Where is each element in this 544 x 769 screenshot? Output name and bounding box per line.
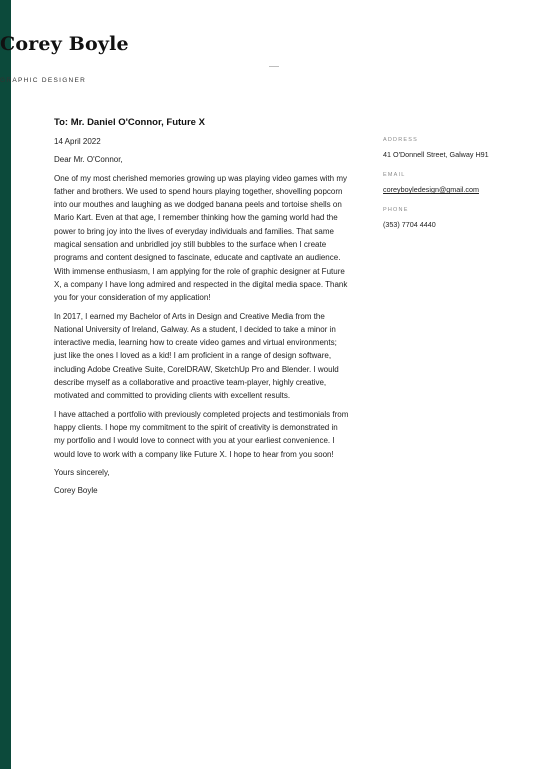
paragraph-3: I have attached a portfolio with previously completed projects and testimonials from happy clients. I hope my commitment to the spirit of creativity is demonstrated in my portfolio and I would love to connect with you at your earliest convenience. I would love to work with a company like Future X. I hope to hear from you soon! — [54, 409, 349, 459]
closing: Yours sincerely, — [54, 467, 110, 477]
cover-letter-body — [54, 116, 350, 502]
salutation: Dear Mr. O'Connor, — [54, 155, 123, 165]
name-divider — [269, 66, 279, 67]
applicant-name: Corey Boyle — [0, 33, 129, 55]
address-label: ADDRESS — [383, 137, 418, 143]
email-label: EMAIL — [383, 172, 406, 178]
contact-panel — [383, 136, 533, 241]
paragraph-2: In 2017, I earned my Bachelor of Arts in Design and Creative Media from the National University of Ireland, Galway. As a student, I decided to take a minor in interactive media, learning how to create video games and virtual environments; just like the ones I loved as a kid! I am proficient in a range of design software, including Adobe Creative Suite, CorelDRAW, SketchUp Pro and Blender. I would describe myself as a collaborative and proactive team-player, highly creative, motivated and committed to providing clients with excellent results. — [54, 311, 339, 401]
letter-date: 14 April 2022 — [54, 137, 101, 146]
email-link[interactable]: coreyboyledesign@gmail.com — [383, 185, 479, 194]
phone-label: PHONE — [383, 207, 409, 213]
job-title: GRAPHIC DESIGNER — [0, 77, 87, 84]
recipient-line: To: Mr. Daniel O'Connor, Future X — [54, 117, 205, 128]
paragraph-1: One of my most cherished memories growing up was playing video games with my father and brothers. We used to spend hours playing together, shovelling popcorn into our mouthes and laughing as we dodged banana peels and tortoise shells on Mario Kart. Even at that age, I remember thinking how the gaming world had the power to bring joy into the lives of everyday individuals and families. That same magical sensation and unbridled joy still bubbles to the surface when I create programs and content designed to fascinate, educate and captivate an audience. With immense enthusiasm, I am applying for the role of graphic designer at Future X, a company I have long admired and respected in the digital media space. Thank you for your consideration of my application! — [54, 173, 348, 303]
address-value: 41 O'Donnell Street, Galway H91 — [383, 150, 489, 159]
phone-value: (353) 7704 4440 — [383, 220, 436, 229]
signature: Corey Boyle — [54, 486, 98, 496]
accent-side-bar — [0, 0, 11, 769]
